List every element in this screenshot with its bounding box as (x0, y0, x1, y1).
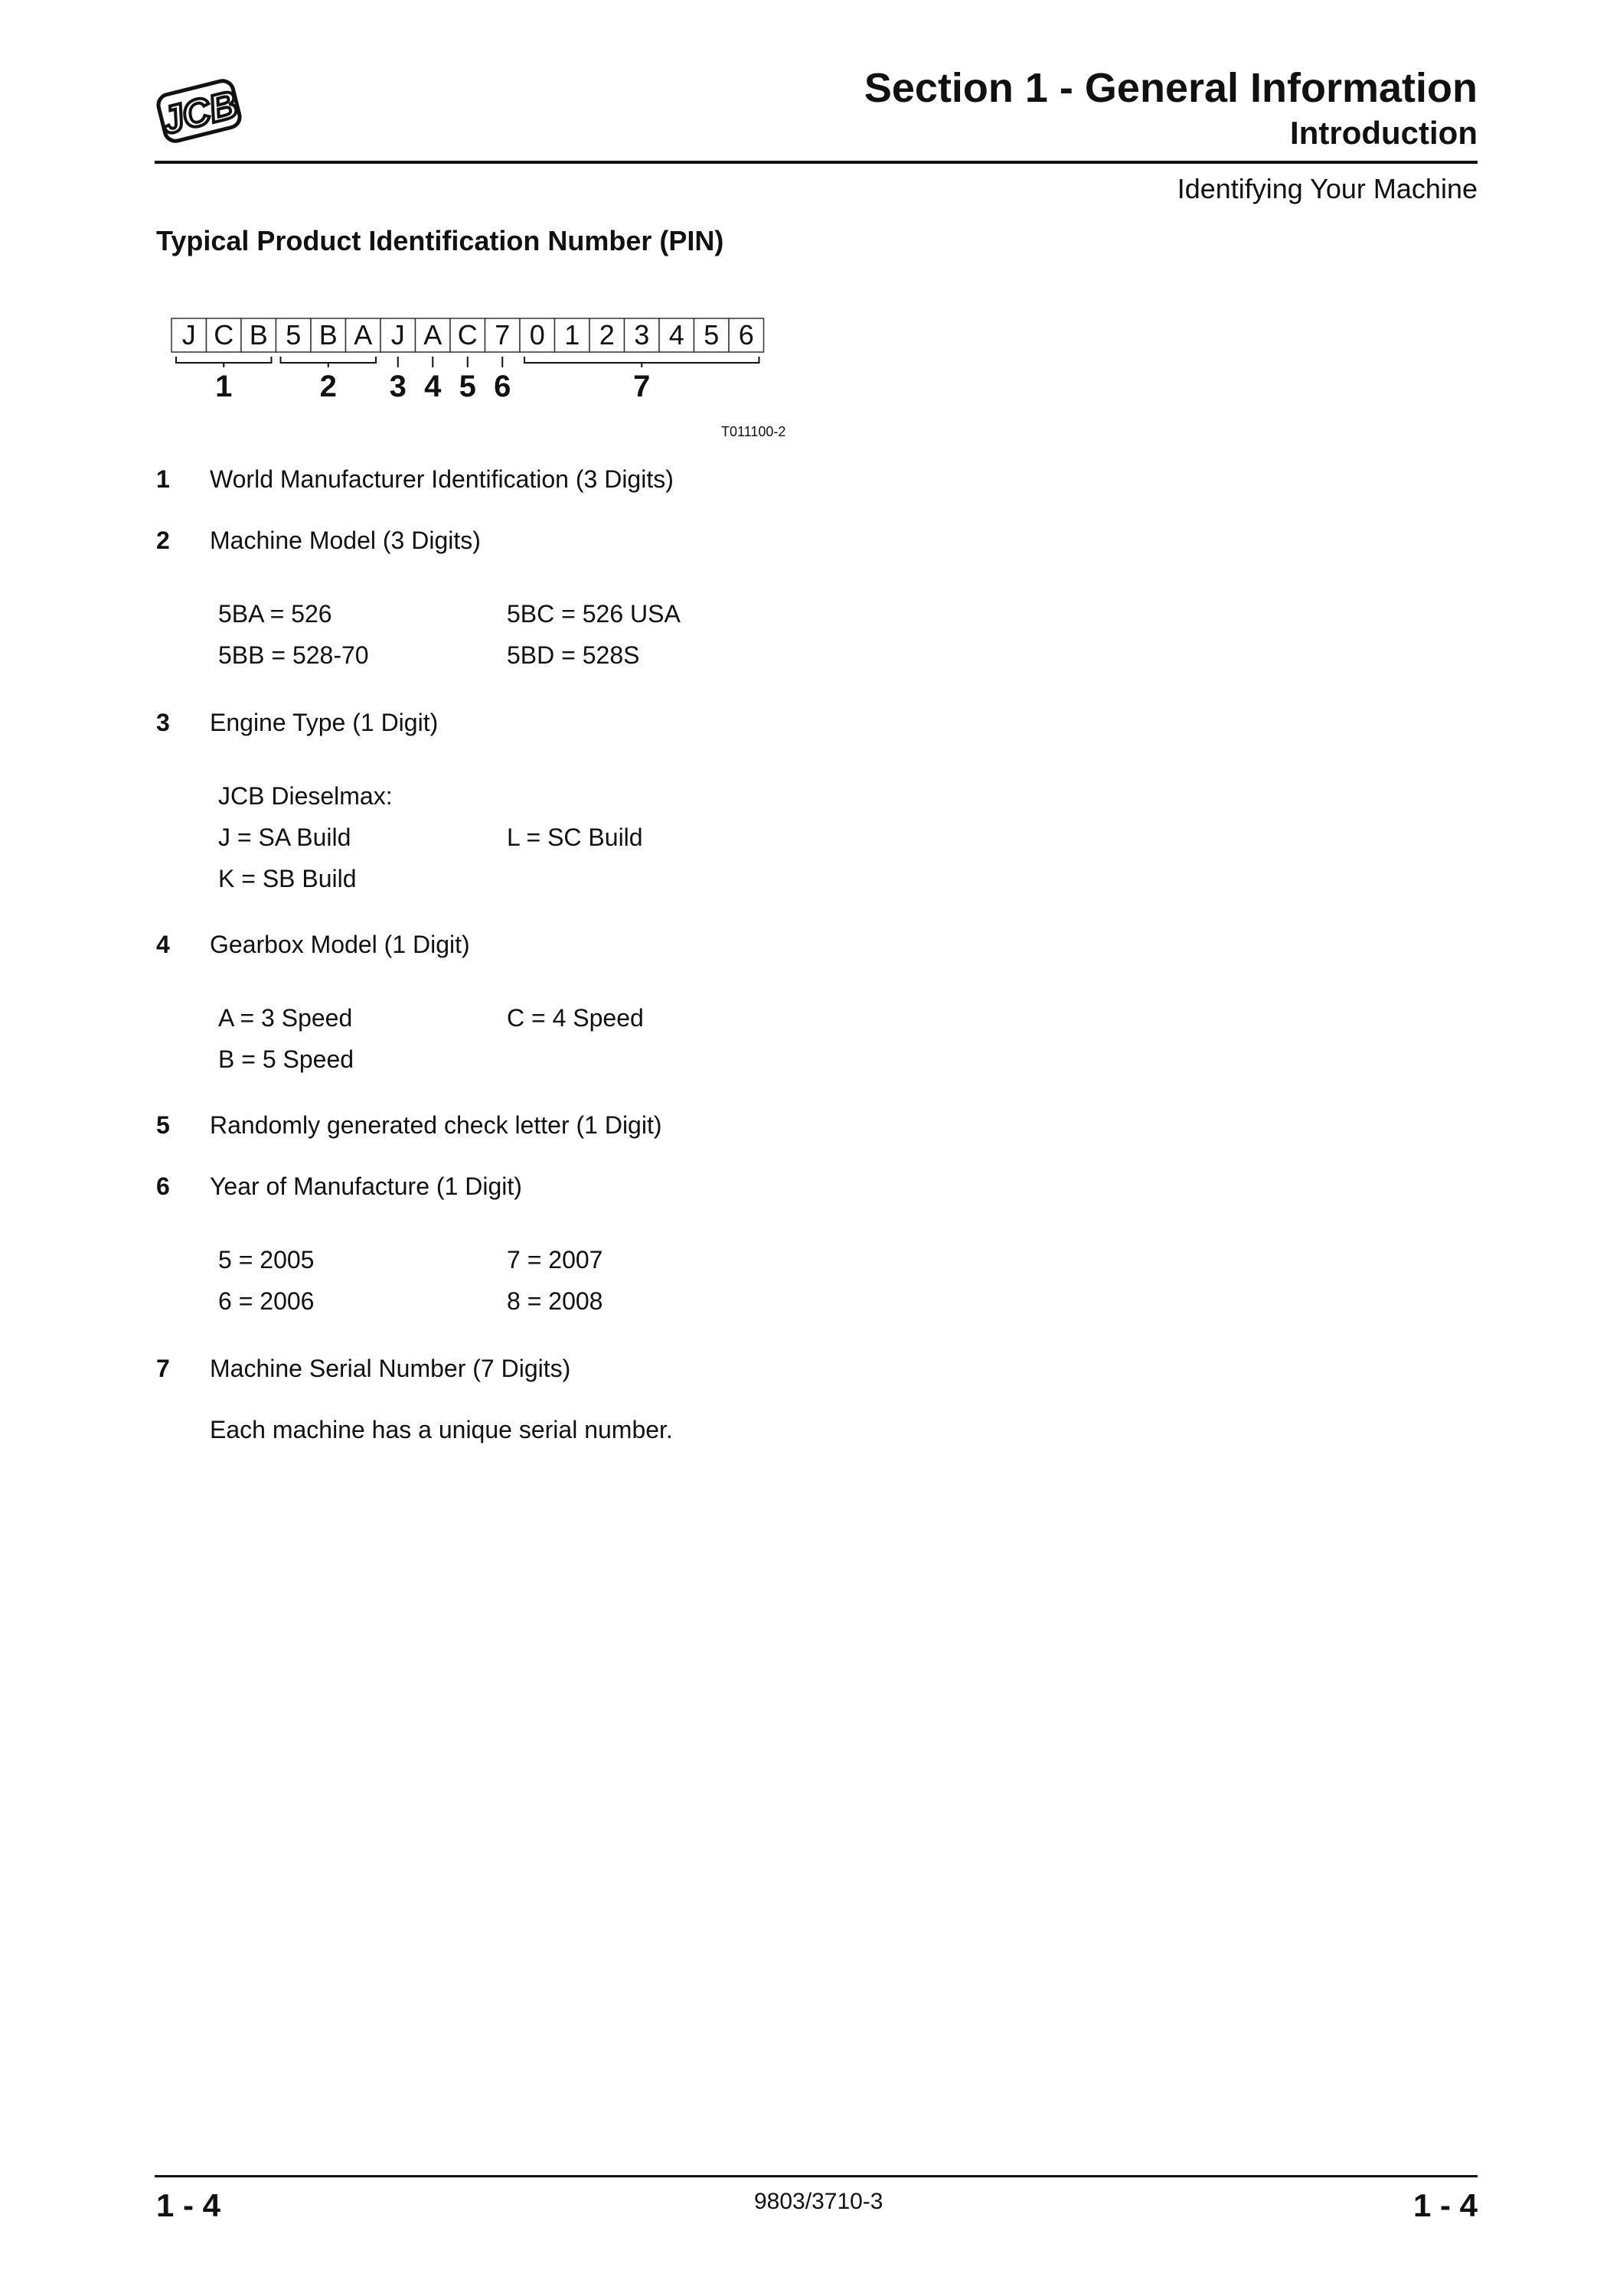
item-text-5: Randomly generated check letter (1 Digit) (210, 1111, 662, 1139)
model-value: 5BD = 528S (507, 641, 640, 669)
jcb-logo (153, 69, 245, 153)
figure-reference: T011100-2 (721, 424, 786, 439)
gearbox-value: B = 5 Speed (218, 1045, 354, 1073)
year-value: 6 = 2006 (218, 1287, 315, 1315)
pin-char: J (390, 319, 405, 351)
pin-group-bracket (176, 357, 272, 367)
pin-group-label: 3 (389, 370, 407, 403)
pin-char: J (181, 319, 196, 351)
pin-char: A (354, 319, 373, 351)
engine-value: K = SB Build (218, 865, 357, 892)
item-number-1: 1 (156, 465, 170, 493)
item-number-7: 7 (156, 1355, 170, 1382)
footer-rule (155, 2175, 1478, 2177)
item-number-4: 4 (156, 931, 170, 958)
item-text-1: World Manufacturer Identification (3 Digits) (210, 465, 674, 493)
section-title: Section 1 - General Information (864, 65, 1478, 111)
engine-heading: JCB Dieselmax: (218, 782, 393, 810)
pin-group-label: 4 (424, 370, 442, 403)
year-value: 5 = 2005 (218, 1246, 315, 1274)
year-value: 8 = 2008 (507, 1287, 603, 1315)
gearbox-value: C = 4 Speed (507, 1004, 644, 1032)
item-number-3: 3 (156, 709, 170, 736)
pin-heading: Typical Product Identification Number (PIN) (156, 225, 724, 256)
pin-group-label: 5 (459, 370, 476, 403)
pin-diagram (162, 306, 805, 444)
pin-char: 5 (704, 319, 720, 351)
pin-char: C (214, 319, 234, 351)
pin-group-bracket (524, 357, 759, 367)
year-value: 7 = 2007 (507, 1246, 603, 1274)
pin-group-bracket (281, 357, 377, 367)
engine-value: J = SA Build (218, 823, 351, 851)
pin-char: 4 (668, 319, 684, 351)
model-value: 5BC = 526 USA (507, 600, 681, 628)
engine-value: L = SC Build (507, 823, 643, 851)
pin-char: 6 (738, 319, 754, 351)
page-number-right: 1 - 4 (1412, 2187, 1478, 2223)
document-number: 9803/3710-3 (754, 2189, 883, 2214)
topic-title: Identifying Your Machine (1177, 173, 1478, 204)
model-value: 5BB = 528-70 (218, 641, 369, 669)
header-rule (155, 161, 1478, 164)
item-text-2: Machine Model (3 Digits) (210, 527, 481, 554)
pin-char: A (423, 319, 442, 351)
pin-char: 5 (286, 319, 302, 351)
item-text-4: Gearbox Model (1 Digit) (210, 931, 470, 958)
pin-char: 1 (564, 319, 580, 351)
pin-char: C (457, 319, 478, 351)
pin-char: B (249, 319, 268, 351)
page-number-left: 1 - 4 (156, 2187, 221, 2223)
pin-group-label: 7 (633, 370, 651, 403)
pin-group-label: 1 (215, 370, 233, 403)
pin-char: 3 (634, 319, 650, 351)
gearbox-value: A = 3 Speed (218, 1004, 353, 1032)
pin-group-label: 2 (319, 370, 337, 403)
pin-char: 7 (495, 319, 511, 351)
jcb-logo-text: JCB (157, 82, 242, 143)
item-text-7: Machine Serial Number (7 Digits) (210, 1355, 571, 1382)
pin-group-label: 6 (494, 370, 511, 403)
pin-char: B (318, 319, 338, 351)
item-text-3: Engine Type (1 Digit) (210, 709, 439, 736)
item-number-6: 6 (156, 1172, 170, 1200)
item-number-2: 2 (156, 527, 170, 554)
serial-note: Each machine has a unique serial number. (210, 1416, 673, 1443)
chapter-title: Introduction (1290, 115, 1478, 151)
pin-char: 2 (599, 319, 615, 351)
item-number-5: 5 (156, 1111, 170, 1139)
model-value: 5BA = 526 (218, 600, 332, 628)
item-text-6: Year of Manufacture (1 Digit) (210, 1172, 522, 1200)
pin-char: 0 (529, 319, 545, 351)
